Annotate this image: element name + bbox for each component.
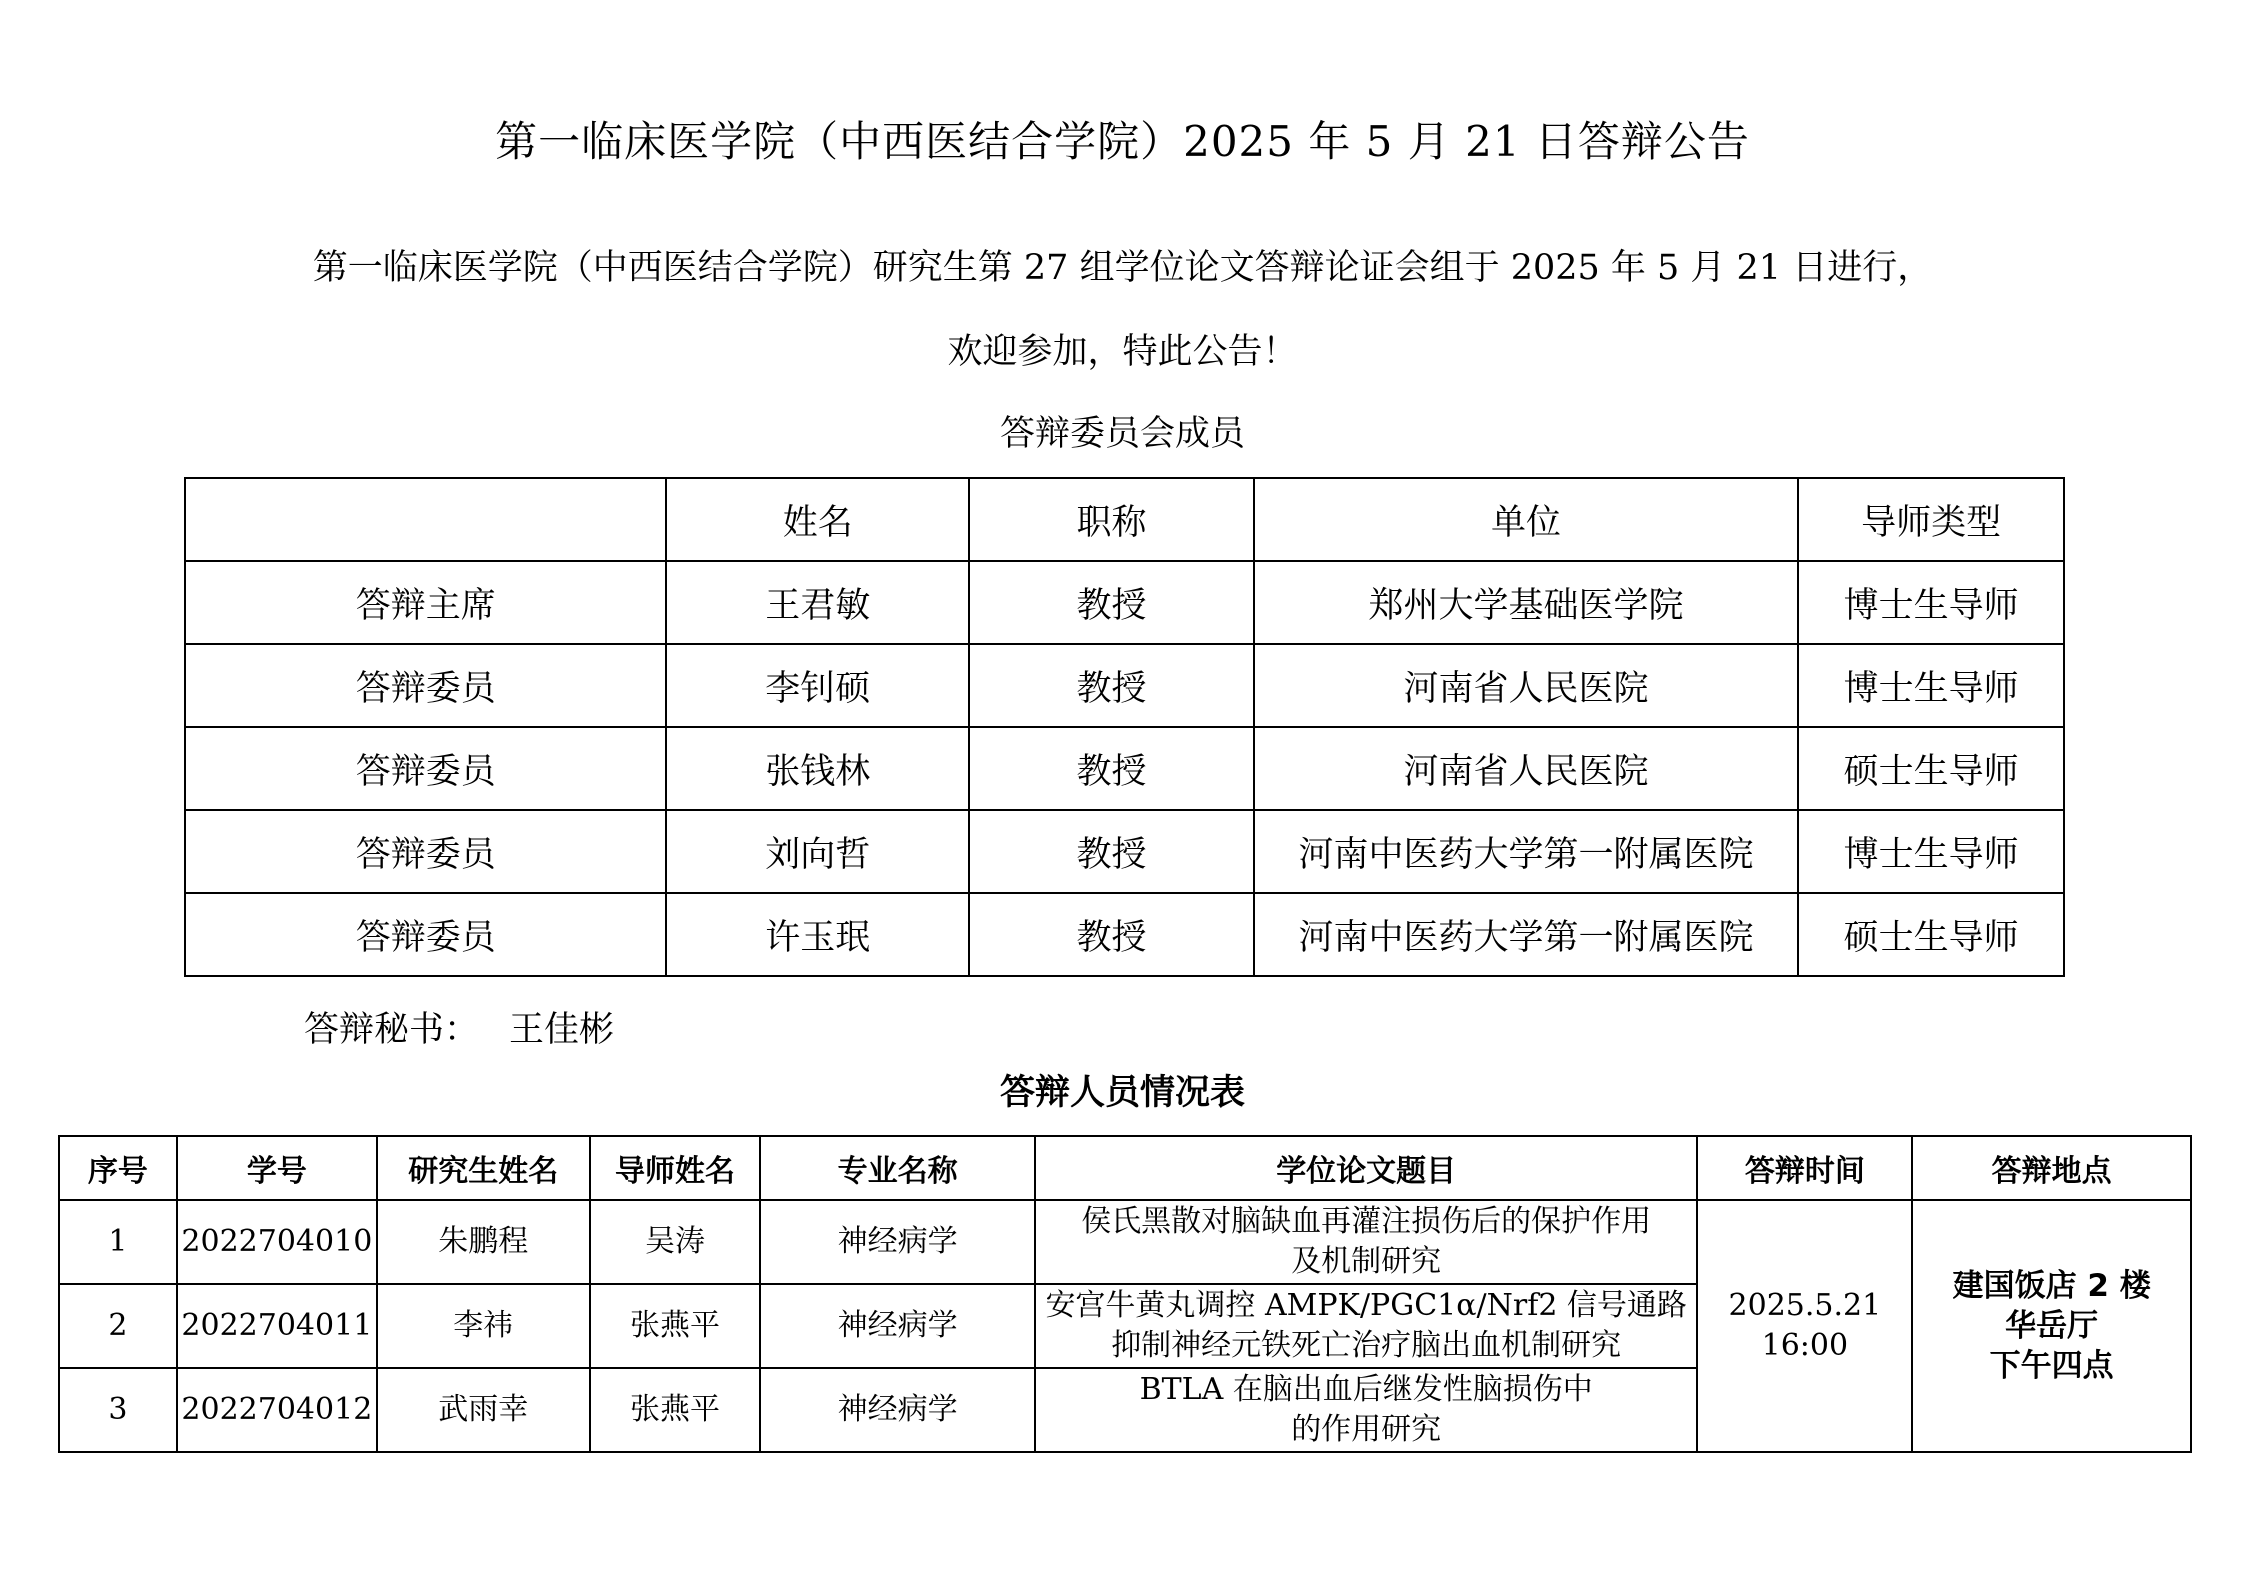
- committee-type: 博士生导师: [1798, 810, 2064, 893]
- defense-header-thesis: 学位论文题目: [1035, 1136, 1697, 1200]
- committee-heading: 答辩委员会成员: [999, 414, 1245, 454]
- defense-no: 3: [59, 1368, 177, 1452]
- committee-unit: 河南中医药大学第一附属医院: [1254, 893, 1798, 976]
- committee-title: 教授: [969, 810, 1254, 893]
- thesis-line: 抑制神经元铁死亡治疗脑出血机制研究: [1111, 1328, 1622, 1363]
- defense-table: [58, 1135, 2192, 1453]
- defense-header-advisor: 导师姓名: [590, 1136, 761, 1200]
- committee-row: [185, 893, 2064, 976]
- committee-role: 答辩委员: [185, 644, 666, 727]
- defense-thesis: [1035, 1200, 1697, 1284]
- page-title: 第一临床医学院（中西医结合学院）2025 年 5 月 21 日答辩公告: [495, 117, 1750, 166]
- committee-title: 教授: [969, 644, 1254, 727]
- committee-name: 许玉珉: [666, 893, 969, 976]
- defense-thesis: [1035, 1368, 1697, 1452]
- thesis-line: 的作用研究: [1291, 1412, 1442, 1447]
- defense-time: [1697, 1200, 1912, 1452]
- committee-row: [185, 561, 2064, 644]
- defense-place: [1912, 1200, 2191, 1452]
- committee-type: 博士生导师: [1798, 644, 2064, 727]
- committee-name: 张钱林: [666, 727, 969, 810]
- secretary-name: 王佳彬: [509, 1010, 615, 1050]
- defense-major: 神经病学: [760, 1284, 1035, 1368]
- defense-no: 1: [59, 1200, 177, 1284]
- committee-name: 王君敏: [666, 561, 969, 644]
- committee-row: [185, 727, 2064, 810]
- defense-header-student: 研究生姓名: [377, 1136, 590, 1200]
- secretary-label: 答辩秘书：: [304, 1010, 480, 1050]
- defense-advisor: 张燕平: [590, 1368, 761, 1452]
- defense-id: 2022704012: [177, 1368, 377, 1452]
- defense-date: 2025.5.21: [1728, 1288, 1882, 1323]
- defense-header-time: 答辩时间: [1697, 1136, 1912, 1200]
- committee-role: 答辩委员: [185, 893, 666, 976]
- place-line: 建国饭店 2 楼: [1952, 1268, 2151, 1304]
- defense-header-id: 学号: [177, 1136, 377, 1200]
- defense-student: 李祎: [377, 1284, 590, 1368]
- committee-header-type: 导师类型: [1798, 478, 2064, 561]
- thesis-line: 安宫牛黄丸调控 AMPK/PGC1α/Nrf2 信号通路: [1045, 1288, 1687, 1323]
- defense-header-place: 答辩地点: [1912, 1136, 2191, 1200]
- defense-id: 2022704011: [177, 1284, 377, 1368]
- place-line: 华岳厅: [2005, 1308, 2099, 1344]
- place-line: 下午四点: [1989, 1348, 2114, 1384]
- committee-unit: 河南省人民医院: [1254, 727, 1798, 810]
- committee-role: 答辩委员: [185, 810, 666, 893]
- committee-type: 博士生导师: [1798, 561, 2064, 644]
- committee-title: 教授: [969, 561, 1254, 644]
- defense-header-major: 专业名称: [760, 1136, 1035, 1200]
- intro-text-line1: 第一临床医学院（中西医结合学院）研究生第 27 组学位论文答辩论证会组于 2025 年 5 月 21 日进行，: [312, 248, 1933, 288]
- defense-row: [59, 1200, 2191, 1284]
- committee-header-unit: 单位: [1254, 478, 1798, 561]
- committee-row: [185, 810, 2064, 893]
- committee-type: 硕士生导师: [1798, 893, 2064, 976]
- defense-heading: 答辩人员情况表: [999, 1073, 1245, 1113]
- secretary-line: [304, 1004, 614, 1056]
- defense-no: 2: [59, 1284, 177, 1368]
- committee-unit: 郑州大学基础医学院: [1254, 561, 1798, 644]
- committee-title: 教授: [969, 727, 1254, 810]
- defense-advisor: 张燕平: [590, 1284, 761, 1368]
- defense-student: 武雨幸: [377, 1368, 590, 1452]
- committee-role: 答辩委员: [185, 727, 666, 810]
- committee-row: [185, 644, 2064, 727]
- defense-major: 神经病学: [760, 1200, 1035, 1284]
- defense-header-no: 序号: [59, 1136, 177, 1200]
- committee-name: 刘向哲: [666, 810, 969, 893]
- defense-advisor: 吴涛: [590, 1200, 761, 1284]
- defense-student: 朱鹏程: [377, 1200, 590, 1284]
- committee-header-title: 职称: [969, 478, 1254, 561]
- thesis-line: BTLA 在脑出血后继发性脑损伤中: [1139, 1372, 1593, 1407]
- defense-thesis: [1035, 1284, 1697, 1368]
- thesis-line: 侯氏黑散对脑缺血再灌注损伤后的保护作用: [1081, 1204, 1652, 1239]
- defense-clock: 16:00: [1761, 1328, 1849, 1363]
- intro-text-line2: 欢迎参加，特此公告！: [947, 332, 1298, 372]
- defense-id: 2022704010: [177, 1200, 377, 1284]
- defense-header-row: [59, 1136, 2191, 1200]
- committee-title: 教授: [969, 893, 1254, 976]
- committee-name: 李钊硕: [666, 644, 969, 727]
- committee-header-role: [185, 478, 666, 561]
- defense-major: 神经病学: [760, 1368, 1035, 1452]
- committee-unit: 河南省人民医院: [1254, 644, 1798, 727]
- committee-header-row: [185, 478, 2064, 561]
- committee-role: 答辩主席: [185, 561, 666, 644]
- committee-table: [184, 477, 2065, 977]
- committee-header-name: 姓名: [666, 478, 969, 561]
- committee-unit: 河南中医药大学第一附属医院: [1254, 810, 1798, 893]
- thesis-line: 及机制研究: [1291, 1244, 1442, 1279]
- committee-type: 硕士生导师: [1798, 727, 2064, 810]
